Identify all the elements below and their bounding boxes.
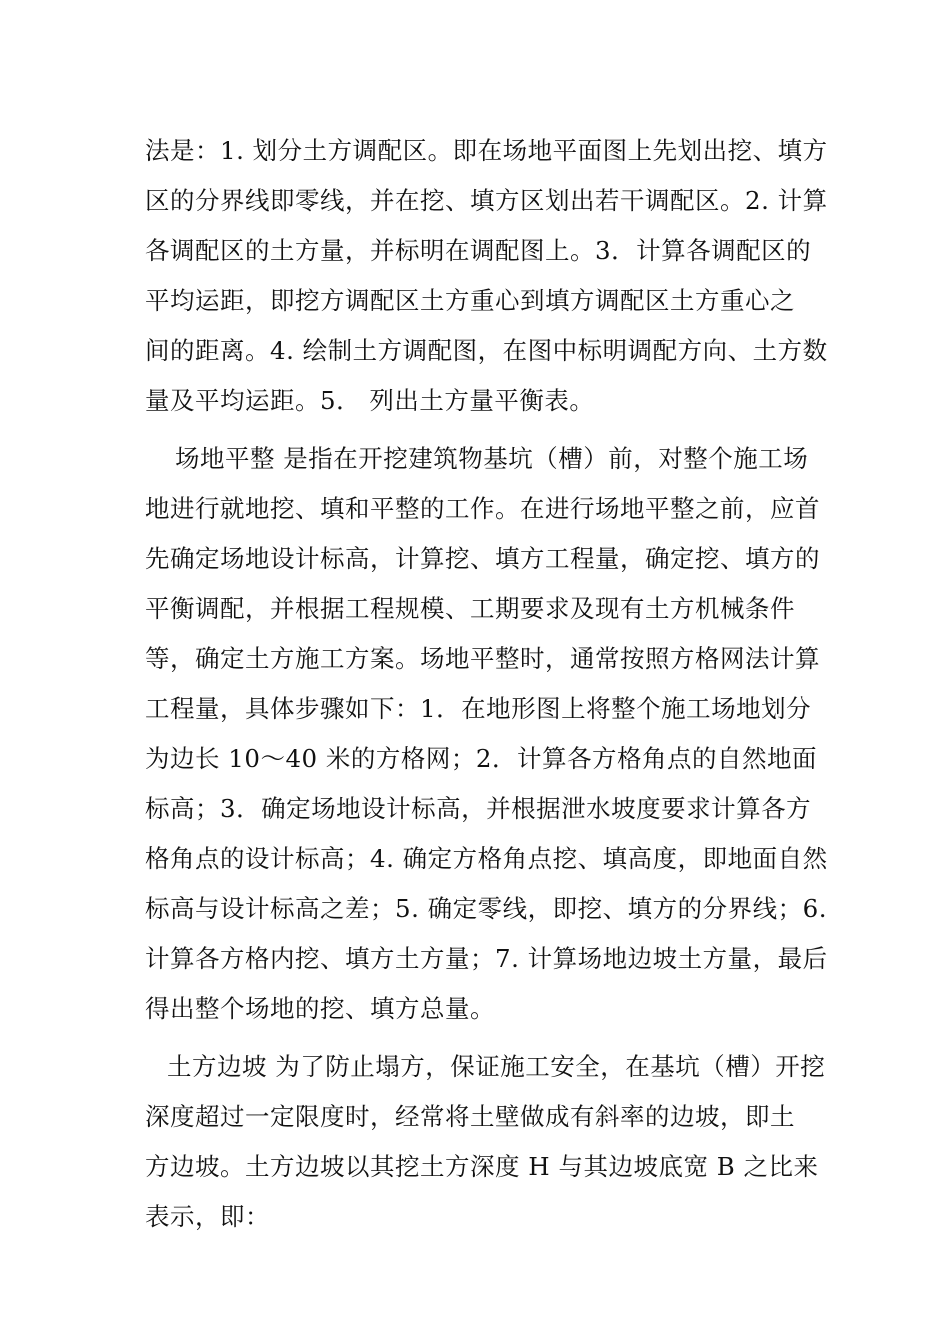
text-line: 区的分界线即零线，并在挖、填方区划出若干调配区。2. 计算 [145,186,828,215]
text-line: 工程量，具体步骤如下：1．在地形图上将整个施工场地划分 [145,694,812,723]
text-line: 格角点的设计标高；4. 确定方格角点挖、填高度，即地面自然 [145,844,828,873]
text-line: 为边长 10～40 米的方格网；2．计算各方格角点的自然地面 [145,744,818,773]
document-body [145,126,828,1242]
text-line: 方边坡。土方边坡以其挖土方深度 H 与其边坡底宽 B 之比来 [145,1152,819,1181]
paragraph-spacer [145,1034,810,1042]
text-line: 深度超过一定限度时，经常将土壁做成有斜率的边坡，即土 [145,1102,795,1131]
text-line: 间的距离。4. 绘制土方调配图，在图中标明调配方向、土方数 [145,336,828,365]
text-line: 平均运距，即挖方调配区土方重心到填方调配区土方重心之 [145,286,795,315]
text-line: 得出整个场地的挖、填方总量。 [145,994,495,1023]
text-line: 量及平均运距。5． 列出土方量平衡表。 [145,386,595,415]
paragraph-site-leveling [145,434,828,1034]
text-line: 计算各方格内挖、填方土方量；7. 计算场地边坡土方量，最后 [145,944,828,973]
text-line: 等，确定土方施工方案。场地平整时，通常按照方格网法计算 [145,644,820,673]
paragraph-earthwork-slope [145,1042,826,1242]
paragraph-spacer [145,426,810,434]
text-line: 平衡调配，并根据工程规模、工期要求及现有土方机械条件 [145,594,795,623]
text-line: 表示，即： [145,1202,270,1231]
text-line: 各调配区的土方量，并标明在调配图上。3．计算各调配区的 [145,236,812,265]
text-line: 标高；3．确定场地设计标高，并根据泄水坡度要求计算各方 [145,794,812,823]
text-line: 土方边坡 为了防止塌方，保证施工安全，在基坑（槽）开挖 [167,1052,826,1081]
text-line: 法是：1. 划分土方调配区。即在场地平面图上先划出挖、填方 [145,136,828,165]
text-line: 地进行就地挖、填和平整的工作。在进行场地平整之前，应首 [145,494,820,523]
text-line: 标高与设计标高之差；5. 确定零线，即挖、填方的分界线；6. [145,894,828,923]
paragraph-earthwork-allocation [145,126,828,426]
text-line: 先确定场地设计标高，计算挖、填方工程量，确定挖、填方的 [145,544,820,573]
text-line: 场地平整 是指在开挖建筑物基坑（槽）前，对整个施工场 [175,444,809,473]
